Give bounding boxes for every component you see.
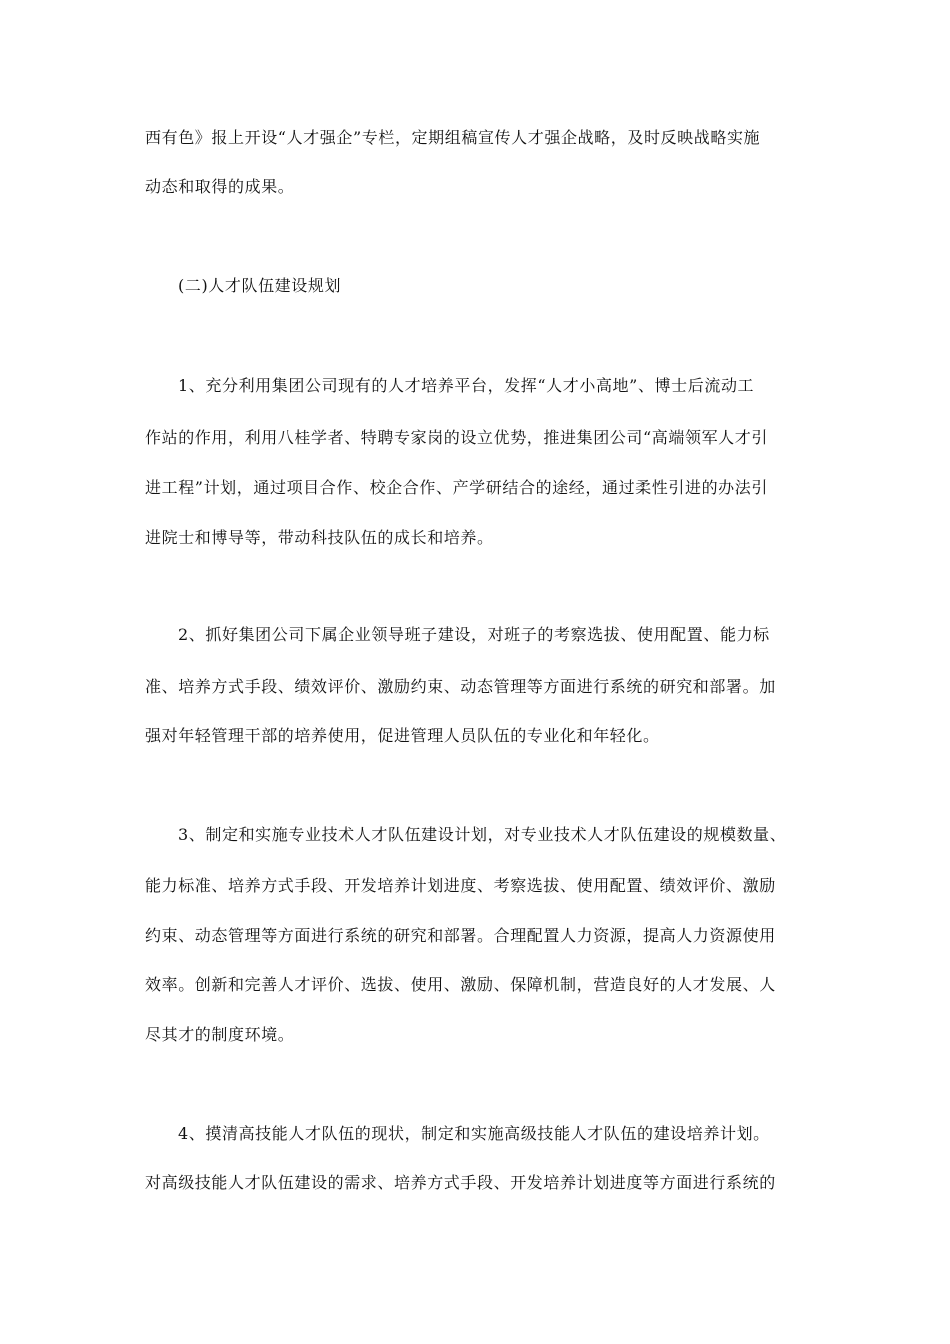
paragraph-line: 1、充分利用集团公司现有的人才培养平台，发挥“人才小高地”、博士后流动工 <box>178 376 755 395</box>
paragraph-line: 4、摸清高技能人才队伍的现状，制定和实施高级技能人才队伍的建设培养计划。 <box>178 1124 770 1143</box>
paragraph-line: 作站的作用，利用八桂学者、特聘专家岗的设立优势，推进集团公司“高端领军人才引 <box>145 428 768 447</box>
paragraph-line: 进工程”计划，通过项目合作、校企合作、产学研结合的途经，通过柔性引进的办法引 <box>145 478 768 497</box>
paragraph-line: 效率。创新和完善人才评价、选拔、使用、激励、保障机制，营造良好的人才发展、人 <box>145 975 776 994</box>
paragraph-line: 3、制定和实施专业技术人才队伍建设计划，对专业技术人才队伍建设的规模数量、 <box>178 825 787 844</box>
paragraph-line: 进院士和博导等，带动科技队伍的成长和培养。 <box>145 528 494 547</box>
paragraph-line: 2、抓好集团公司下属企业领导班子建设，对班子的考察选拔、使用配置、能力标 <box>178 625 770 644</box>
paragraph-line: 强对年轻管理干部的培养使用，促进管理人员队伍的专业化和年轻化。 <box>145 726 660 745</box>
paragraph-line: 动态和取得的成果。 <box>145 177 295 196</box>
paragraph-line: 能力标准、培养方式手段、开发培养计划进度、考察选拔、使用配置、绩效评价、激励 <box>145 876 776 895</box>
paragraph-line: 准、培养方式手段、绩效评价、激励约束、动态管理等方面进行系统的研究和部署。加 <box>145 677 776 696</box>
paragraph-line: 对高级技能人才队伍建设的需求、培养方式手段、开发培养计划进度等方面进行系统的 <box>145 1173 776 1192</box>
paragraph-line: 尽其才的制度环境。 <box>145 1025 295 1044</box>
paragraph-line: 约束、动态管理等方面进行系统的研究和部署。合理配置人力资源，提高人力资源使用 <box>145 926 776 945</box>
section-heading: (二)人才队伍建设规划 <box>178 276 342 295</box>
paragraph-line: 西有色》报上开设“人才强企”专栏，定期组稿宣传人才强企战略，及时反映战略实施 <box>145 128 761 147</box>
